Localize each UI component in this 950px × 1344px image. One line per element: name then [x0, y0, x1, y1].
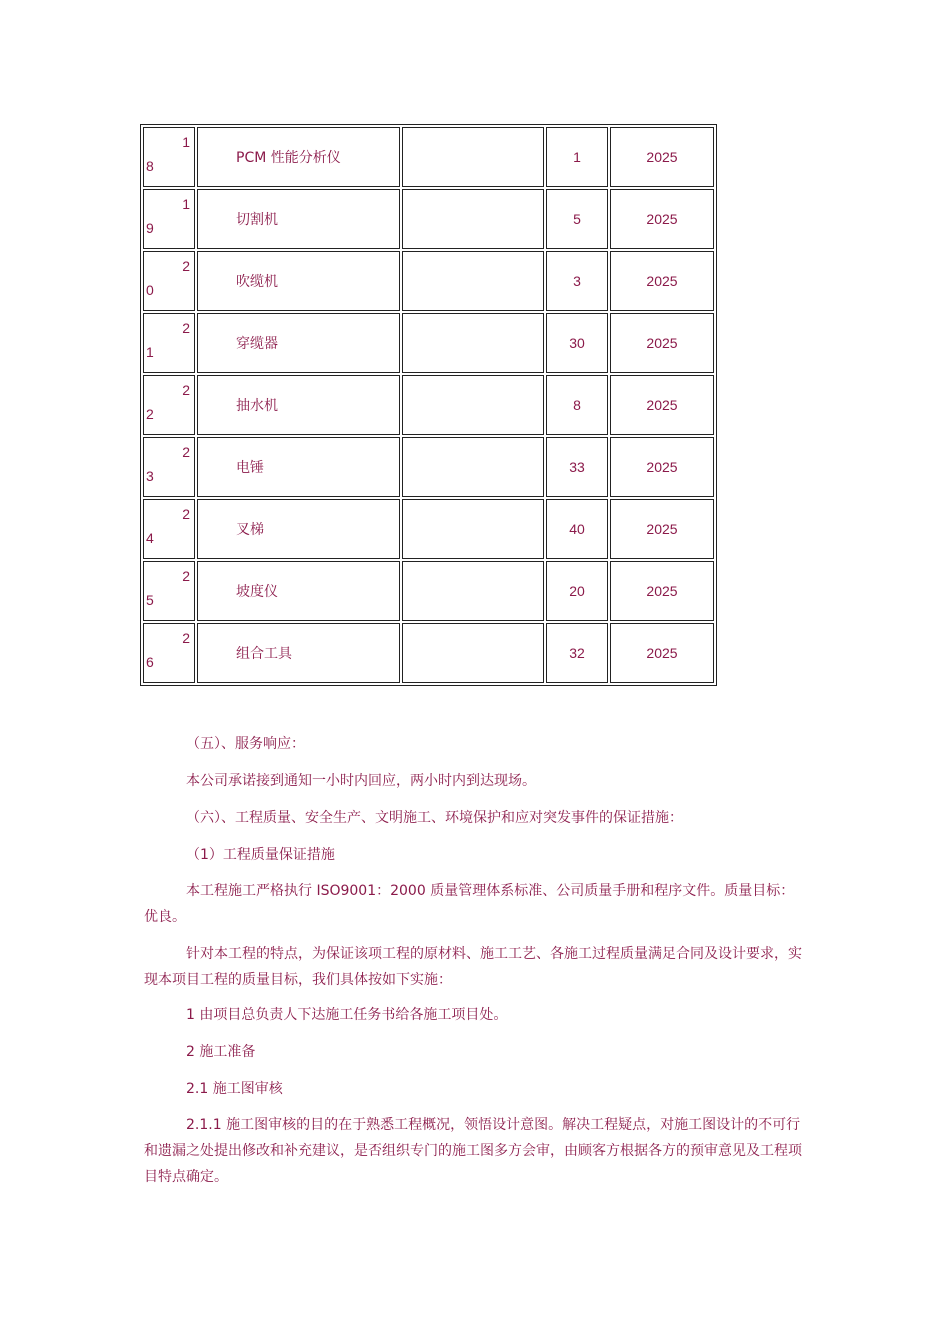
- table-row: [143, 561, 714, 621]
- step-2-1-heading: 2.1 施工图审核: [186, 1081, 283, 1097]
- equipment-name: 组合工具: [236, 646, 292, 662]
- step-2-1-1-text: 2.1.1 施工图审核的目的在于熟悉工程概况，领悟设计意图。解决工程疑点，对施工图设计的不可行和遗漏之处提出修改和补充建议，是否组织专门的施工图多方会审，由顾客方根据各方的预审意见及工程项目特点确定。: [144, 1117, 802, 1185]
- table-row: [143, 623, 714, 683]
- table-row: [143, 189, 714, 249]
- row-number-cell: [143, 189, 195, 249]
- equipment-name-cell: [197, 375, 400, 435]
- year-cell: 2025: [610, 313, 714, 373]
- empty-cell: [402, 437, 544, 497]
- year-cell: 2025: [610, 189, 714, 249]
- empty-cell: [402, 561, 544, 621]
- year-cell: 2025: [610, 251, 714, 311]
- quantity-cell: 33: [546, 437, 608, 497]
- row-number-cell: [143, 251, 195, 311]
- equipment-table-body: [143, 127, 714, 683]
- section-heading-service-response: （五）、服务响应：: [186, 736, 305, 752]
- empty-cell: [402, 623, 544, 683]
- row-number-digit-2: 0: [146, 282, 154, 298]
- subheading-quality-measures: （1）工程质量保证措施: [186, 847, 335, 863]
- quantity-cell: 5: [546, 189, 608, 249]
- step-1-text: 1 由项目总负责人下达施工任务书给各施工项目处。: [186, 1007, 508, 1023]
- row-number-digit-1: 2: [182, 382, 190, 398]
- equipment-name: 吹缆机: [236, 274, 278, 290]
- equipment-name: 穿缆器: [236, 336, 278, 352]
- quantity-cell: 40: [546, 499, 608, 559]
- quantity-cell: 3: [546, 251, 608, 311]
- equipment-name-cell: [197, 251, 400, 311]
- equipment-name-cell: [197, 127, 400, 187]
- row-number-digit-1: 2: [182, 258, 190, 274]
- row-number-digit-1: 2: [182, 568, 190, 584]
- equipment-name-cell: [197, 437, 400, 497]
- quality-goal-text: 针对本工程的特点，为保证该项工程的原材料、施工工艺、各施工过程质量满足合同及设计要求，实现本项目工程的质量目标，我们具体按如下实施：: [144, 946, 802, 988]
- row-number-digit-1: 1: [182, 134, 190, 150]
- row-number-cell: [143, 313, 195, 373]
- equipment-name-cell: [197, 623, 400, 683]
- equipment-name: 叉梯: [236, 522, 264, 538]
- empty-cell: [402, 127, 544, 187]
- equipment-name-cell: [197, 189, 400, 249]
- table-row: [143, 127, 714, 187]
- table-row: [143, 375, 714, 435]
- table-row: [143, 437, 714, 497]
- equipment-name: 抽水机: [236, 398, 278, 414]
- section-heading-guarantee-measures: （六）、工程质量、安全生产、文明施工、环境保护和应对突发事件的保证措施：: [186, 810, 683, 826]
- year-cell: 2025: [610, 561, 714, 621]
- quantity-cell: 8: [546, 375, 608, 435]
- empty-cell: [402, 251, 544, 311]
- year-cell: 2025: [610, 375, 714, 435]
- service-response-text: 本公司承诺接到通知一小时内回应，两小时内到达现场。: [186, 773, 536, 789]
- empty-cell: [402, 189, 544, 249]
- row-number-digit-2: 8: [146, 158, 154, 174]
- row-number-digit-2: 6: [146, 654, 154, 670]
- equipment-name-cell: [197, 313, 400, 373]
- table-row: [143, 313, 714, 373]
- row-number-digit-2: 3: [146, 468, 154, 484]
- row-number-digit-1: 1: [182, 196, 190, 212]
- equipment-table: [140, 124, 717, 686]
- year-cell: 2025: [610, 499, 714, 559]
- equipment-name: 坡度仪: [236, 584, 278, 600]
- equipment-name: 切割机: [236, 212, 278, 228]
- row-number-cell: [143, 437, 195, 497]
- step-2-heading: 2 施工准备: [186, 1044, 256, 1060]
- quality-standard-text: 本工程施工严格执行 ISO9001：2000 质量管理体系标准、公司质量手册和程序文件。质量目标：优良。: [144, 883, 795, 925]
- row-number-digit-1: 2: [182, 444, 190, 460]
- row-number-cell: [143, 127, 195, 187]
- quantity-cell: 1: [546, 127, 608, 187]
- row-number-digit-1: 2: [182, 630, 190, 646]
- quantity-cell: 30: [546, 313, 608, 373]
- quantity-cell: 20: [546, 561, 608, 621]
- row-number-digit-2: 4: [146, 530, 154, 546]
- empty-cell: [402, 313, 544, 373]
- equipment-name: PCM 性能分析仪: [236, 150, 341, 166]
- row-number-cell: [143, 499, 195, 559]
- equipment-name-cell: [197, 561, 400, 621]
- row-number-digit-2: 9: [146, 220, 154, 236]
- table-row: [143, 499, 714, 559]
- equipment-name: 电锤: [236, 460, 264, 476]
- year-cell: 2025: [610, 127, 714, 187]
- quantity-cell: 32: [546, 623, 608, 683]
- row-number-digit-1: 2: [182, 320, 190, 336]
- row-number-cell: [143, 561, 195, 621]
- row-number-digit-2: 2: [146, 406, 154, 422]
- row-number-digit-2: 1: [146, 344, 154, 360]
- row-number-digit-1: 2: [182, 506, 190, 522]
- empty-cell: [402, 499, 544, 559]
- row-number-digit-2: 5: [146, 592, 154, 608]
- equipment-name-cell: [197, 499, 400, 559]
- year-cell: 2025: [610, 623, 714, 683]
- row-number-cell: [143, 375, 195, 435]
- table-row: [143, 251, 714, 311]
- empty-cell: [402, 375, 544, 435]
- row-number-cell: [143, 623, 195, 683]
- year-cell: 2025: [610, 437, 714, 497]
